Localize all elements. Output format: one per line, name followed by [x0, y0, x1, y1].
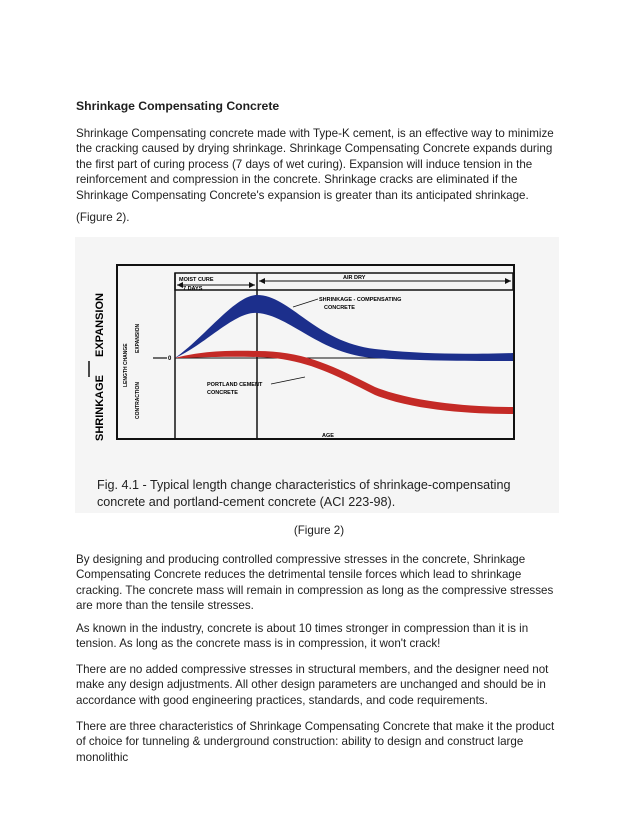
contraction-label: CONTRACTION	[135, 382, 141, 419]
series-pc-label-2: CONCRETE	[207, 390, 238, 396]
expansion-label: EXPANSION	[94, 293, 106, 357]
figure-graphic	[75, 237, 559, 513]
moist-cure-label: MOIST CURE	[179, 277, 214, 283]
series-pc-label-1: PORTLAND CEMENT	[207, 382, 263, 388]
paragraph-compression-strength: As known in the industry, concrete is about 10 times stronger in compression than it is in tension. As long as the concrete mass is in compression, it won't crack!	[76, 622, 529, 651]
paragraph-figure-ref: (Figure 2).	[76, 211, 130, 224]
zero-label: 0	[168, 356, 172, 362]
figure-caption-line-1: Fig. 4.1 - Typical length change characteristics of shrinkage-compensating	[97, 478, 511, 492]
paragraph-compressive-stresses: By designing and producing controlled compressive stresses in the concrete, Shrinkage Compensating Concrete reduces the detrimental tensile forces which lead to shrinkage cracking. The concrete mass will remain in compression as long as the compressive stresses are more than the tensile stresses.	[76, 553, 554, 613]
air-dry-label: AIR DRY	[343, 275, 366, 281]
expansion-small-label: EXPANSION	[135, 323, 141, 353]
series-scc-label-2: CONCRETE	[324, 305, 355, 311]
pc-leader-line	[271, 377, 305, 384]
paragraph-intro: Shrinkage Compensating concrete made with Type-K cement, is an effective way to minimize the cracking caused by drying shrinkage. Shrinkage Compensating Concrete expands during the first part of curing process (7 days of wet curing). Expansion will induce tension in the reinforcement and compression in the concrete. Shrinkage cracks are eliminated if the Shrinkage Compensating Concrete's expansion is greater than its anticipated shrinkage.	[76, 127, 554, 202]
figure-length-change	[75, 237, 559, 513]
section-heading: Shrinkage Compensating Concrete	[76, 99, 280, 113]
paragraph-characteristics: There are three characteristics of Shrinkage Compensating Concrete that make it the product of choice for tunneling & underground construction: ability to design and construct large monolithic	[76, 720, 555, 764]
paragraph-design-adjustments: There are no added compressive stresses in structural members, and the designer need not make any design adjustments. All other design parameters are unchanged and should be in accordance with good engineering practices, standards, and code requirements.	[76, 663, 549, 707]
seven-days-label: 7 DAYS	[183, 286, 203, 292]
scc-leader-line	[293, 299, 318, 307]
x-axis-label: AGE	[322, 433, 334, 439]
series-scc-label-1: SHRINKAGE - COMPENSATING	[319, 297, 402, 303]
plot-frame	[117, 265, 514, 439]
shrinkage-label: SHRINKAGE	[94, 374, 106, 441]
figure-caption: (Figure 2)	[293, 524, 345, 537]
figure-caption-line-2: concrete and portland-cement concrete (ACI 223-98).	[97, 495, 396, 509]
length-change-label: LENGTH CHANGE	[123, 343, 129, 387]
